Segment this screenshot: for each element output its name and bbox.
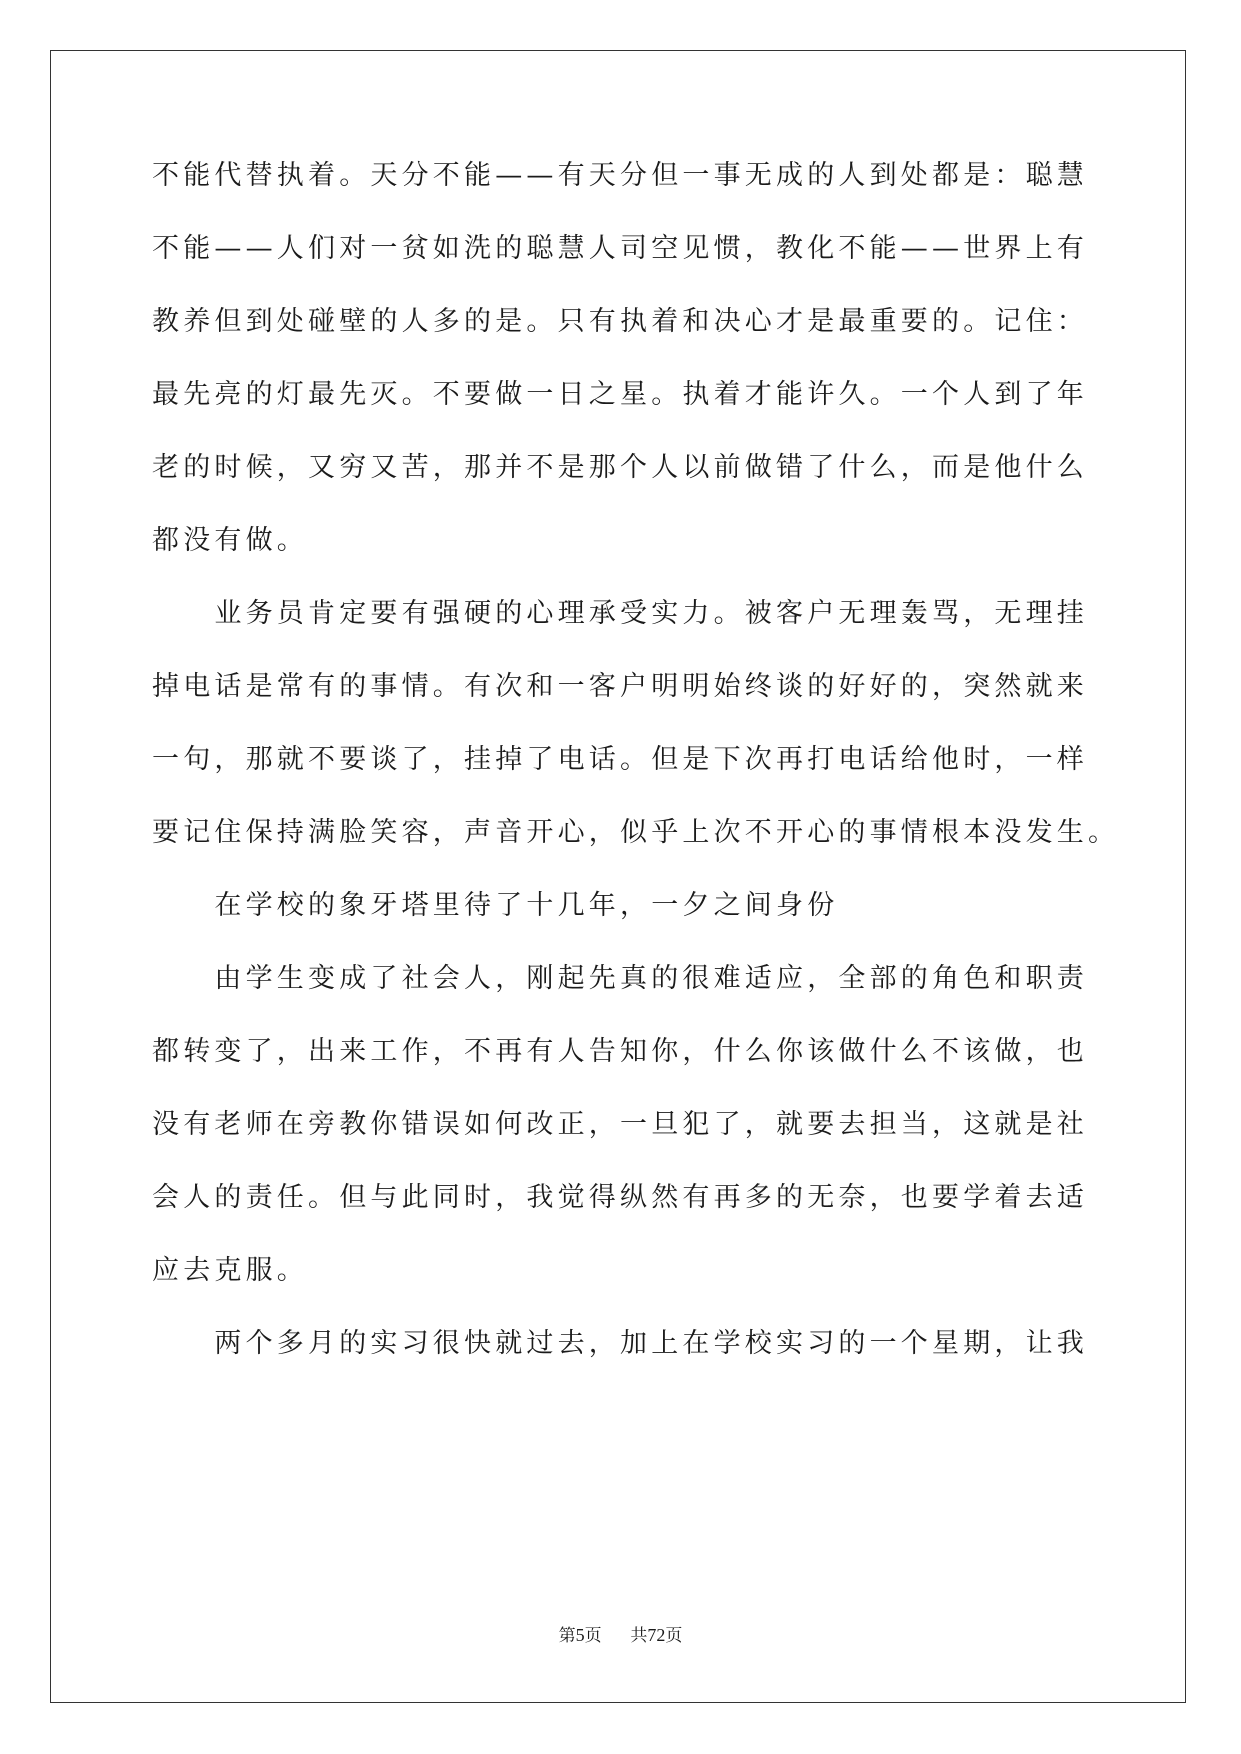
text-line: 掉电话是常有的事情。有次和一客户明明始终谈的好好的，突然就来 [152, 671, 1088, 702]
footer-total-prefix: 共 [630, 1626, 648, 1646]
page-footer [0, 1624, 1241, 1647]
text-line: 不能——人们对一贫如洗的聪慧人司空见惯，教化不能——世界上有 [152, 233, 1088, 264]
text-line: 由学生变成了社会人，刚起先真的很难适应，全部的角色和职责 [152, 963, 1088, 994]
text-line: 教养但到处碰壁的人多的是。只有执着和决心才是最重要的。记住： [152, 306, 1088, 337]
text-line: 老的时候，又穷又苦，那并不是那个人以前做错了什么，而是他什么 [152, 452, 1088, 483]
text-line: 业务员肯定要有强硬的心理承受实力。被客户无理轰骂，无理挂 [152, 598, 1088, 629]
text-line: 应去克服。 [152, 1255, 308, 1286]
text-line: 要记住保持满脸笑容，声音开心，似乎上次不开心的事情根本没发生。 [152, 817, 1120, 848]
page-border [50, 50, 1186, 1703]
text-line: 两个多月的实习很快就过去，加上在学校实习的一个星期，让我 [152, 1328, 1088, 1359]
footer-total-suffix: 页 [665, 1626, 683, 1646]
text-line: 不能代替执着。天分不能——有天分但一事无成的人到处都是：聪慧 [152, 160, 1088, 191]
text-line: 在学校的象牙塔里待了十几年，一夕之间身份 [152, 890, 839, 921]
total-pages-number: 72 [647, 1625, 666, 1645]
text-line: 都没有做。 [152, 525, 308, 556]
current-page-number: 5 [575, 1625, 585, 1645]
text-line: 会人的责任。但与此同时，我觉得纵然有再多的无奈，也要学着去适 [152, 1182, 1088, 1213]
text-line: 没有老师在旁教你错误如何改正，一旦犯了，就要去担当，这就是社 [152, 1109, 1088, 1140]
footer-page-word: 页 [584, 1626, 602, 1646]
footer-prefix: 第 [558, 1626, 576, 1646]
text-line: 最先亮的灯最先灭。不要做一日之星。执着才能许久。一个人到了年 [152, 379, 1088, 410]
text-line: 一句，那就不要谈了，挂掉了电话。但是下次再打电话给他时，一样 [152, 744, 1088, 775]
text-line: 都转变了，出来工作，不再有人告知你，什么你该做什么不该做，也 [152, 1036, 1088, 1067]
